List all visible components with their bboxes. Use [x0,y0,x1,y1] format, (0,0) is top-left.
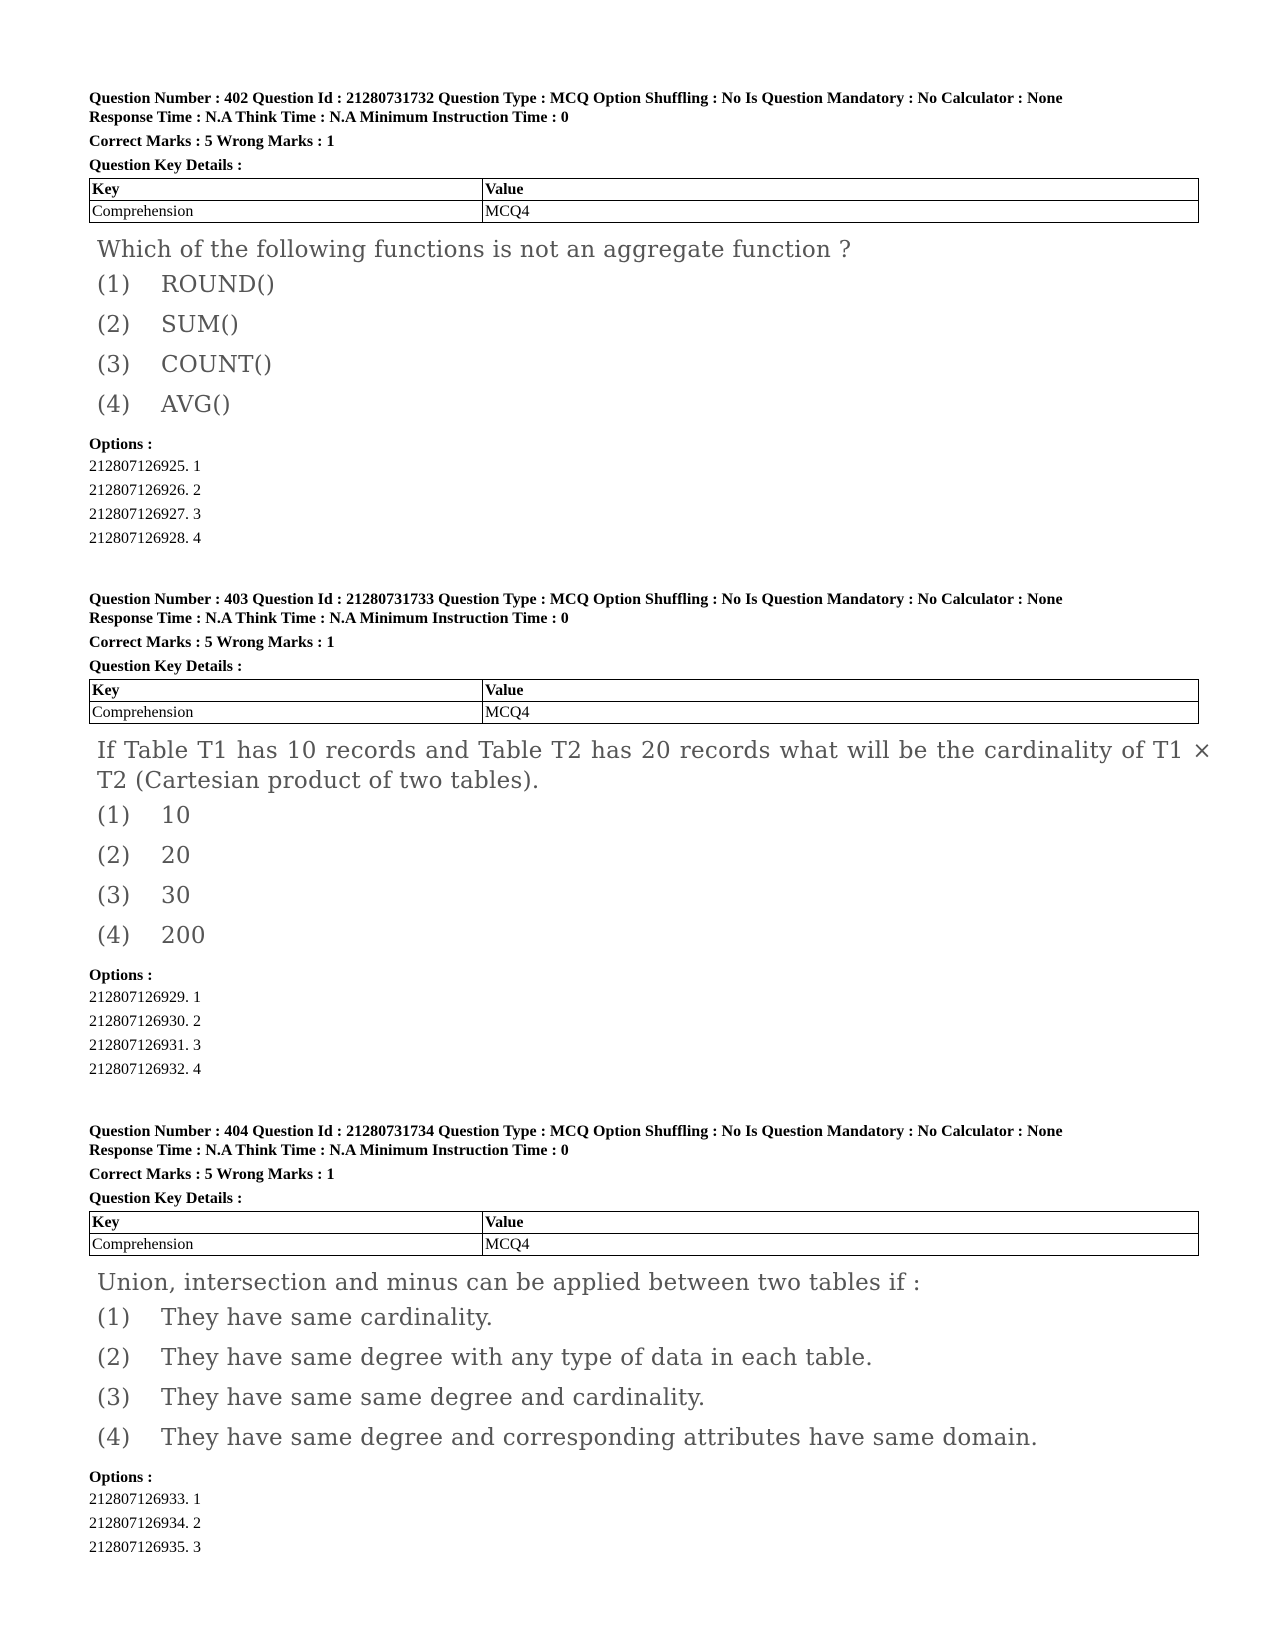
choice-number: (1) [97,1305,131,1331]
value-header-cell: Value [483,179,1199,201]
choice-text: They have same degree and corresponding attributes have same domain. [161,1425,1039,1451]
choice-item [97,1418,1199,1458]
choice-item [97,1338,1199,1378]
option-item: 212807126933. 1 [89,1491,201,1508]
choice-text: 20 [161,843,191,869]
value-cell: MCQ4 [483,702,1199,724]
question-meta [89,89,1199,127]
choice-item [97,876,1199,916]
question-text: If Table T1 has 10 records and Table T2 has 20 records what will be the cardinality of T1 × T2 (Cartesian product of two tables). [97,738,1212,794]
key-details-label: Question Key Details : [89,658,243,675]
choice-text: 200 [161,923,206,949]
choice-number: (2) [97,1345,131,1371]
question-meta-line: Question Number : 404 Question Id : 21280731734 Question Type : MCQ Option Shuffling : No Is Question Mandatory : No Calculator : None [89,1123,1063,1140]
choice-item [97,836,1199,876]
question-text: Which of the following functions is not an aggregate function ? [97,237,852,263]
option-item: 212807126926. 2 [89,482,201,499]
choice-item [97,916,1199,956]
choice-item [97,1378,1199,1418]
question-meta [89,1122,1199,1160]
question-meta-line: Question Number : 402 Question Id : 21280731732 Question Type : MCQ Option Shuffling : No Is Question Mandatory : No Calculator : None [89,90,1063,107]
choice-text: 30 [161,883,191,909]
value-cell: MCQ4 [483,201,1199,223]
option-item: 212807126930. 2 [89,1013,201,1030]
choice-number: (3) [97,1385,131,1411]
key-header-cell: Key [90,1212,483,1234]
key-details-table [89,178,1199,223]
option-item: 212807126931. 3 [89,1037,201,1054]
choice-item [97,1298,1199,1338]
choice-item [97,265,1199,305]
key-header-cell: Key [90,179,483,201]
table-header-row [90,179,1199,201]
table-row [90,702,1199,724]
choice-text: They have same same degree and cardinality. [161,1385,706,1411]
key-cell: Comprehension [90,702,483,724]
option-item: 212807126927. 3 [89,506,201,523]
options-label: Options : [89,436,153,453]
key-details-label: Question Key Details : [89,157,243,174]
choice-text: 10 [161,803,191,829]
choice-number: (3) [97,352,131,378]
question-body [97,235,1199,425]
question-timing-line: Response Time : N.A Think Time : N.A Minimum Instruction Time : 0 [89,1142,569,1159]
question-body [97,736,1212,956]
choice-number: (4) [97,392,131,418]
marks-line: Correct Marks : 5 Wrong Marks : 1 [89,133,335,150]
table-header-row [90,680,1199,702]
question-block-404 [89,1122,1199,1560]
key-cell: Comprehension [90,1234,483,1256]
table-row [90,201,1199,223]
option-item: 212807126928. 4 [89,530,201,547]
choice-text: They have same degree with any type of data in each table. [161,1345,874,1371]
question-timing-line: Response Time : N.A Think Time : N.A Minimum Instruction Time : 0 [89,109,569,126]
question-block-403 [89,590,1212,1082]
choice-text: ROUND() [161,272,276,298]
choice-text: They have same cardinality. [161,1305,494,1331]
value-header-cell: Value [483,680,1199,702]
option-item: 212807126929. 1 [89,989,201,1006]
question-meta [89,590,1199,628]
options-label: Options : [89,1469,153,1486]
question-block-402 [89,89,1199,551]
choice-number: (4) [97,1425,131,1451]
key-details-table [89,1211,1199,1256]
choice-number: (2) [97,843,131,869]
marks-line: Correct Marks : 5 Wrong Marks : 1 [89,634,335,651]
choice-number: (3) [97,883,131,909]
table-row [90,1234,1199,1256]
question-text: Union, intersection and minus can be applied between two tables if : [97,1270,921,1296]
choice-item [97,345,1199,385]
choice-item [97,305,1199,345]
options-label: Options : [89,967,153,984]
option-item: 212807126935. 3 [89,1539,201,1556]
choice-number: (1) [97,272,131,298]
question-body [97,1268,1199,1458]
choice-item [97,385,1199,425]
marks-line: Correct Marks : 5 Wrong Marks : 1 [89,1166,335,1183]
option-item: 212807126932. 4 [89,1061,201,1078]
choice-text: COUNT() [161,352,273,378]
option-item: 212807126934. 2 [89,1515,201,1532]
key-cell: Comprehension [90,201,483,223]
key-details-table [89,679,1199,724]
question-timing-line: Response Time : N.A Think Time : N.A Minimum Instruction Time : 0 [89,610,569,627]
question-meta-line: Question Number : 403 Question Id : 21280731733 Question Type : MCQ Option Shuffling : No Is Question Mandatory : No Calculator : None [89,591,1063,608]
choice-number: (1) [97,803,131,829]
key-header-cell: Key [90,680,483,702]
choice-text: SUM() [161,312,240,338]
choice-text: AVG() [161,392,231,418]
choice-item [97,796,1199,836]
choice-number: (2) [97,312,131,338]
option-item: 212807126925. 1 [89,458,201,475]
value-cell: MCQ4 [483,1234,1199,1256]
choice-number: (4) [97,923,131,949]
value-header-cell: Value [483,1212,1199,1234]
key-details-label: Question Key Details : [89,1190,243,1207]
table-header-row [90,1212,1199,1234]
